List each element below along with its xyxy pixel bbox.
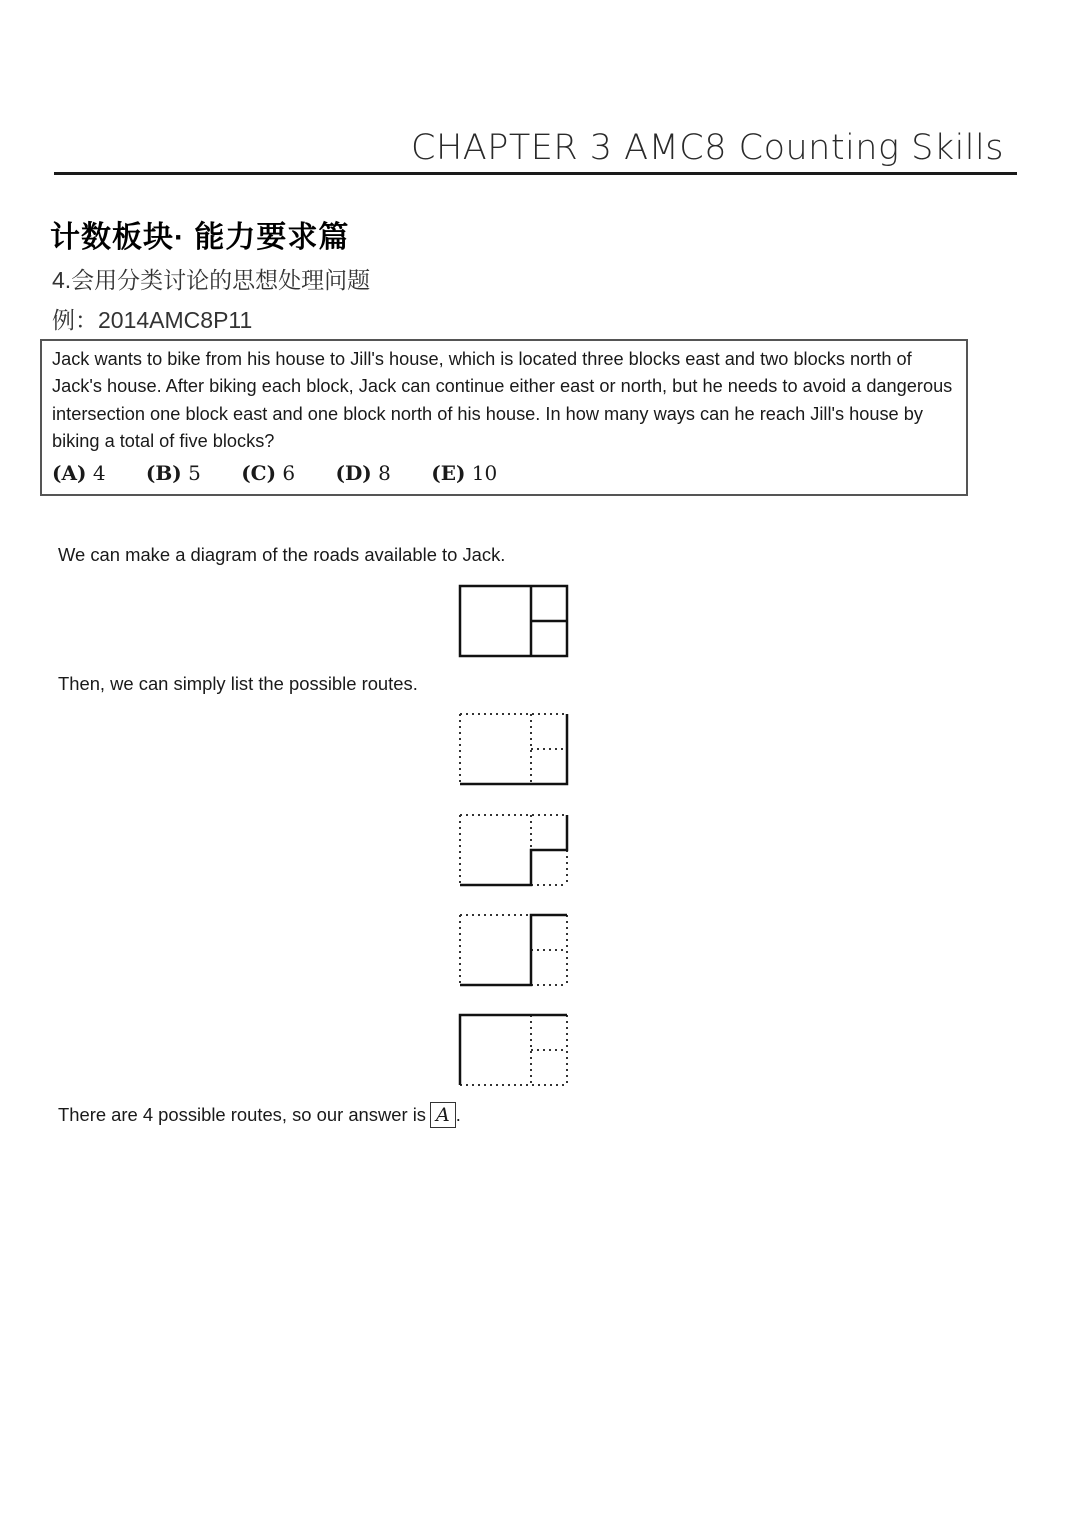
choice-c: (C) 6 xyxy=(241,461,296,485)
problem-text: Jack wants to bike from his house to Jill's house, which is located three blocks east and two blocks north of Jack's house. After biking each block, Jack can continue either east or north, but he needs to avoid a dangerous intersection one block east and one block north of his house. In how many ways can he reach Jill's house by biking a total of five blocks? xyxy=(52,349,953,452)
route-diagram-2 xyxy=(457,812,571,888)
chapter-title: CHAPTER 3 AMC8 Counting Skills xyxy=(411,128,1004,168)
sub-item-title: 4.会用分类讨论的思想处理问题 xyxy=(52,267,371,293)
section-heading: 计数板块· 能力要求篇 xyxy=(50,221,350,254)
answer-box: A xyxy=(430,1102,456,1128)
problem-box xyxy=(40,339,968,496)
route-diagram-3 xyxy=(457,912,571,988)
conclusion-period: . xyxy=(455,1104,461,1125)
example-label: 例：2014AMC8P11 xyxy=(52,307,253,333)
road-diagram xyxy=(457,583,571,659)
choice-d: (D) 8 xyxy=(335,461,391,485)
choice-b: (B) 5 xyxy=(145,461,201,485)
choice-a: (A) 4 xyxy=(52,461,106,485)
solution-conclusion xyxy=(58,1102,461,1128)
solution-line-1: We can make a diagram of the roads available to Jack. xyxy=(58,544,506,565)
choice-e: (E) 10 xyxy=(431,461,498,485)
solution-line-2: Then, we can simply list the possible routes. xyxy=(58,673,418,694)
route-diagram-1 xyxy=(457,711,571,787)
answer-choices xyxy=(52,461,531,485)
chapter-divider xyxy=(54,172,1017,175)
route-diagram-4 xyxy=(457,1012,571,1088)
conclusion-text: There are 4 possible routes, so our answer is xyxy=(58,1104,426,1125)
